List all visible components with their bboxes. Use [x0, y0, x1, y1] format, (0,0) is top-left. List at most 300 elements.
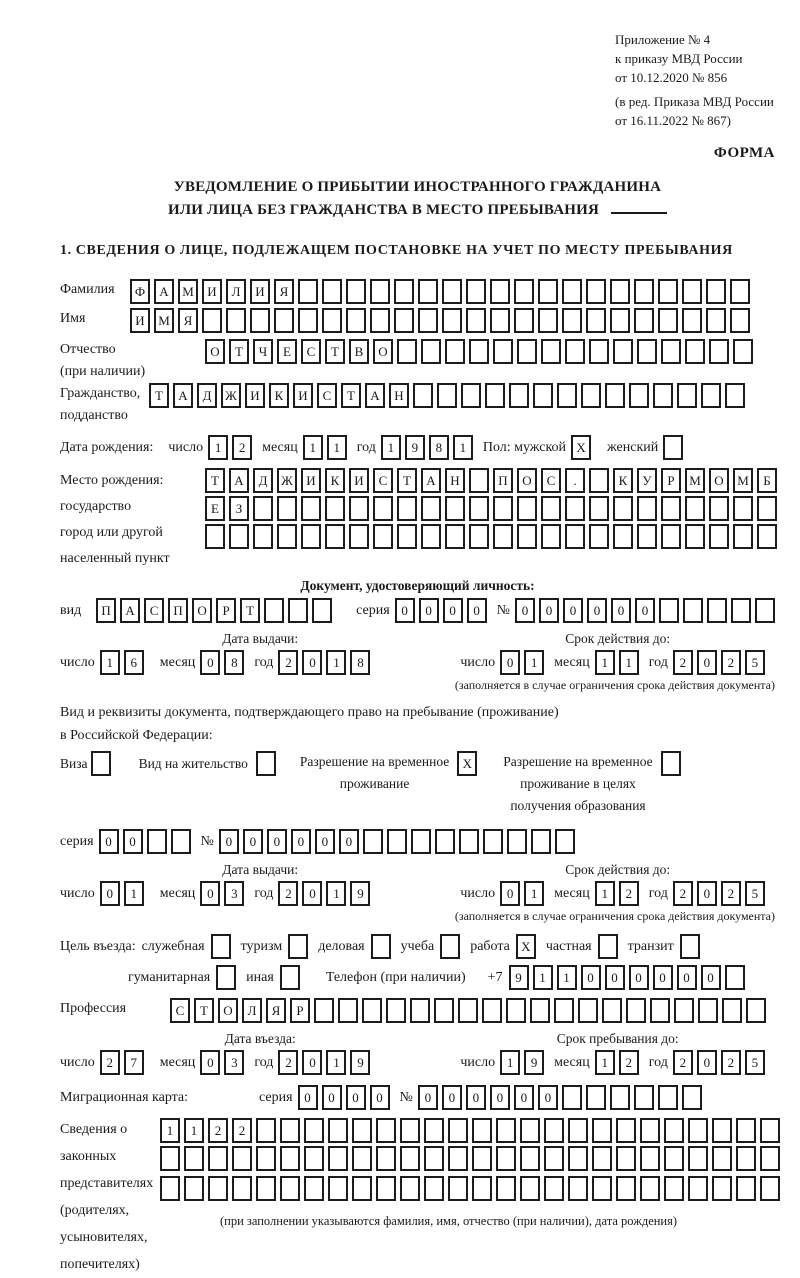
char-cell[interactable]: [733, 524, 753, 549]
char-cell[interactable]: 0: [442, 1085, 462, 1110]
char-cell[interactable]: 0: [653, 965, 673, 990]
char-cell[interactable]: 5: [745, 881, 765, 906]
char-cell[interactable]: [346, 279, 366, 304]
char-cell[interactable]: 1: [595, 1050, 615, 1075]
char-cell[interactable]: [411, 829, 431, 854]
char-cell[interactable]: 0: [302, 881, 322, 906]
char-cell[interactable]: [661, 524, 681, 549]
char-cell[interactable]: В: [349, 339, 369, 364]
char-cell[interactable]: [216, 965, 236, 990]
char-cell[interactable]: [376, 1146, 396, 1171]
char-cell[interactable]: [147, 829, 167, 854]
char-cell[interactable]: 2: [278, 650, 298, 675]
char-cell[interactable]: [685, 496, 705, 521]
char-cell[interactable]: 0: [418, 1085, 438, 1110]
char-cell[interactable]: [232, 1176, 252, 1201]
char-cell[interactable]: [602, 998, 622, 1023]
char-cell[interactable]: [274, 308, 294, 333]
char-cell[interactable]: [397, 524, 417, 549]
char-cell[interactable]: [733, 496, 753, 521]
char-cell[interactable]: 0: [267, 829, 287, 854]
char-cell[interactable]: Ж: [221, 383, 241, 408]
char-cell[interactable]: [314, 998, 334, 1023]
char-cell[interactable]: [640, 1176, 660, 1201]
char-cell[interactable]: [211, 934, 231, 959]
char-cell[interactable]: 0: [443, 598, 463, 623]
char-cell[interactable]: [688, 1176, 708, 1201]
char-cell[interactable]: [304, 1118, 324, 1143]
char-cell[interactable]: [387, 829, 407, 854]
char-cell[interactable]: [346, 308, 366, 333]
char-cell[interactable]: [298, 308, 318, 333]
char-cell[interactable]: [363, 829, 383, 854]
char-cell[interactable]: [424, 1176, 444, 1201]
char-cell[interactable]: [184, 1146, 204, 1171]
char-cell[interactable]: [413, 383, 433, 408]
char-cell[interactable]: [629, 383, 649, 408]
char-cell[interactable]: О: [192, 598, 212, 623]
char-cell[interactable]: [445, 496, 465, 521]
char-cell[interactable]: 2: [278, 1050, 298, 1075]
char-cell[interactable]: [421, 496, 441, 521]
char-cell[interactable]: С: [317, 383, 337, 408]
char-cell[interactable]: 0: [200, 1050, 220, 1075]
char-cell[interactable]: [682, 279, 702, 304]
char-cell[interactable]: [442, 308, 462, 333]
char-cell[interactable]: [437, 383, 457, 408]
char-cell[interactable]: [256, 1146, 276, 1171]
char-cell[interactable]: [469, 524, 489, 549]
char-cell[interactable]: [349, 496, 369, 521]
char-cell[interactable]: [373, 524, 393, 549]
char-cell[interactable]: Е: [277, 339, 297, 364]
char-cell[interactable]: 0: [302, 650, 322, 675]
char-cell[interactable]: Ж: [277, 468, 297, 493]
char-cell[interactable]: [485, 383, 505, 408]
char-cell[interactable]: Ч: [253, 339, 273, 364]
char-cell[interactable]: [562, 308, 582, 333]
char-cell[interactable]: [352, 1146, 372, 1171]
char-cell[interactable]: О: [373, 339, 393, 364]
char-cell[interactable]: [461, 383, 481, 408]
char-cell[interactable]: 0: [500, 650, 520, 675]
char-cell[interactable]: М: [733, 468, 753, 493]
char-cell[interactable]: [250, 308, 270, 333]
char-cell[interactable]: 2: [721, 650, 741, 675]
char-cell[interactable]: 0: [346, 1085, 366, 1110]
char-cell[interactable]: [445, 524, 465, 549]
char-cell[interactable]: 0: [581, 965, 601, 990]
char-cell[interactable]: [328, 1176, 348, 1201]
char-cell[interactable]: А: [173, 383, 193, 408]
char-cell[interactable]: 2: [619, 881, 639, 906]
char-cell[interactable]: 0: [467, 598, 487, 623]
char-cell[interactable]: 9: [405, 435, 425, 460]
char-cell[interactable]: А: [120, 598, 140, 623]
char-cell[interactable]: [472, 1176, 492, 1201]
char-cell[interactable]: [658, 279, 678, 304]
char-cell[interactable]: [688, 1118, 708, 1143]
char-cell[interactable]: [610, 1085, 630, 1110]
char-cell[interactable]: Н: [445, 468, 465, 493]
char-cell[interactable]: [440, 934, 460, 959]
char-cell[interactable]: [472, 1118, 492, 1143]
char-cell[interactable]: [610, 308, 630, 333]
char-cell[interactable]: М: [154, 308, 174, 333]
char-cell[interactable]: 1: [595, 881, 615, 906]
char-cell[interactable]: [376, 1176, 396, 1201]
char-cell[interactable]: [277, 524, 297, 549]
char-cell[interactable]: 1: [619, 650, 639, 675]
char-cell[interactable]: [509, 383, 529, 408]
char-cell[interactable]: [421, 524, 441, 549]
char-cell[interactable]: [589, 468, 609, 493]
char-cell[interactable]: [232, 1146, 252, 1171]
char-cell[interactable]: [725, 965, 745, 990]
char-cell[interactable]: [288, 598, 308, 623]
char-cell[interactable]: [586, 279, 606, 304]
char-cell[interactable]: [394, 308, 414, 333]
char-cell[interactable]: [349, 524, 369, 549]
char-cell[interactable]: X: [516, 934, 536, 959]
char-cell[interactable]: [640, 1146, 660, 1171]
char-cell[interactable]: 2: [278, 881, 298, 906]
char-cell[interactable]: И: [301, 468, 321, 493]
char-cell[interactable]: 2: [673, 1050, 693, 1075]
char-cell[interactable]: [677, 383, 697, 408]
char-cell[interactable]: 1: [303, 435, 323, 460]
char-cell[interactable]: [664, 1146, 684, 1171]
char-cell[interactable]: 0: [419, 598, 439, 623]
char-cell[interactable]: [755, 598, 775, 623]
char-cell[interactable]: 0: [697, 1050, 717, 1075]
char-cell[interactable]: [712, 1176, 732, 1201]
char-cell[interactable]: [328, 1146, 348, 1171]
char-cell[interactable]: И: [130, 308, 150, 333]
char-cell[interactable]: [328, 1118, 348, 1143]
char-cell[interactable]: [256, 751, 276, 776]
char-cell[interactable]: [373, 496, 393, 521]
char-cell[interactable]: 0: [395, 598, 415, 623]
char-cell[interactable]: 0: [515, 598, 535, 623]
char-cell[interactable]: Т: [240, 598, 260, 623]
char-cell[interactable]: [565, 339, 585, 364]
char-cell[interactable]: [514, 308, 534, 333]
char-cell[interactable]: [469, 496, 489, 521]
char-cell[interactable]: [557, 383, 577, 408]
char-cell[interactable]: Т: [397, 468, 417, 493]
char-cell[interactable]: 2: [232, 1118, 252, 1143]
char-cell[interactable]: 8: [429, 435, 449, 460]
char-cell[interactable]: 0: [500, 881, 520, 906]
char-cell[interactable]: 9: [524, 1050, 544, 1075]
char-cell[interactable]: 0: [315, 829, 335, 854]
char-cell[interactable]: 2: [100, 1050, 120, 1075]
char-cell[interactable]: [736, 1176, 756, 1201]
char-cell[interactable]: 1: [500, 1050, 520, 1075]
char-cell[interactable]: [626, 998, 646, 1023]
char-cell[interactable]: А: [229, 468, 249, 493]
char-cell[interactable]: 8: [224, 650, 244, 675]
char-cell[interactable]: [370, 308, 390, 333]
char-cell[interactable]: [458, 998, 478, 1023]
char-cell[interactable]: [616, 1146, 636, 1171]
char-cell[interactable]: [442, 279, 462, 304]
char-cell[interactable]: Я: [274, 279, 294, 304]
char-cell[interactable]: [506, 998, 526, 1023]
char-cell[interactable]: 0: [605, 965, 625, 990]
char-cell[interactable]: [397, 496, 417, 521]
char-cell[interactable]: Б: [757, 468, 777, 493]
char-cell[interactable]: Т: [229, 339, 249, 364]
char-cell[interactable]: [530, 998, 550, 1023]
char-cell[interactable]: И: [349, 468, 369, 493]
char-cell[interactable]: [256, 1176, 276, 1201]
char-cell[interactable]: [448, 1118, 468, 1143]
char-cell[interactable]: X: [571, 435, 591, 460]
char-cell[interactable]: [533, 383, 553, 408]
char-cell[interactable]: [760, 1118, 780, 1143]
char-cell[interactable]: [490, 279, 510, 304]
char-cell[interactable]: [325, 524, 345, 549]
char-cell[interactable]: 0: [697, 650, 717, 675]
char-cell[interactable]: [554, 998, 574, 1023]
char-cell[interactable]: К: [613, 468, 633, 493]
char-cell[interactable]: [578, 998, 598, 1023]
char-cell[interactable]: [352, 1118, 372, 1143]
char-cell[interactable]: [555, 829, 575, 854]
char-cell[interactable]: [616, 1176, 636, 1201]
char-cell[interactable]: [517, 524, 537, 549]
char-cell[interactable]: [483, 829, 503, 854]
char-cell[interactable]: 0: [611, 598, 631, 623]
char-cell[interactable]: 0: [539, 598, 559, 623]
char-cell[interactable]: [685, 339, 705, 364]
char-cell[interactable]: [674, 998, 694, 1023]
char-cell[interactable]: [226, 308, 246, 333]
char-cell[interactable]: 5: [745, 650, 765, 675]
char-cell[interactable]: [682, 308, 702, 333]
char-cell[interactable]: 1: [327, 435, 347, 460]
char-cell[interactable]: [544, 1146, 564, 1171]
char-cell[interactable]: [520, 1146, 540, 1171]
char-cell[interactable]: [709, 339, 729, 364]
char-cell[interactable]: Р: [661, 468, 681, 493]
char-cell[interactable]: 1: [524, 650, 544, 675]
char-cell[interactable]: [565, 496, 585, 521]
char-cell[interactable]: [568, 1146, 588, 1171]
char-cell[interactable]: Т: [205, 468, 225, 493]
char-cell[interactable]: 0: [100, 881, 120, 906]
char-cell[interactable]: [496, 1146, 516, 1171]
char-cell[interactable]: [208, 1176, 228, 1201]
char-cell[interactable]: [541, 496, 561, 521]
char-cell[interactable]: У: [637, 468, 657, 493]
char-cell[interactable]: 0: [587, 598, 607, 623]
char-cell[interactable]: [634, 308, 654, 333]
char-cell[interactable]: [400, 1118, 420, 1143]
char-cell[interactable]: [325, 496, 345, 521]
char-cell[interactable]: 6: [124, 650, 144, 675]
char-cell[interactable]: 0: [677, 965, 697, 990]
char-cell[interactable]: [466, 308, 486, 333]
char-cell[interactable]: [544, 1118, 564, 1143]
char-cell[interactable]: [733, 339, 753, 364]
char-cell[interactable]: [400, 1146, 420, 1171]
char-cell[interactable]: Р: [290, 998, 310, 1023]
char-cell[interactable]: [490, 308, 510, 333]
char-cell[interactable]: А: [365, 383, 385, 408]
char-cell[interactable]: 1: [453, 435, 473, 460]
char-cell[interactable]: 0: [370, 1085, 390, 1110]
char-cell[interactable]: [496, 1118, 516, 1143]
char-cell[interactable]: 0: [99, 829, 119, 854]
char-cell[interactable]: [517, 339, 537, 364]
char-cell[interactable]: [544, 1176, 564, 1201]
char-cell[interactable]: [493, 496, 513, 521]
char-cell[interactable]: О: [517, 468, 537, 493]
char-cell[interactable]: С: [170, 998, 190, 1023]
char-cell[interactable]: [202, 308, 222, 333]
char-cell[interactable]: 1: [124, 881, 144, 906]
char-cell[interactable]: [371, 934, 391, 959]
char-cell[interactable]: [445, 339, 465, 364]
char-cell[interactable]: И: [245, 383, 265, 408]
char-cell[interactable]: [589, 496, 609, 521]
char-cell[interactable]: [592, 1176, 612, 1201]
char-cell[interactable]: [581, 383, 601, 408]
char-cell[interactable]: [160, 1176, 180, 1201]
char-cell[interactable]: 9: [350, 881, 370, 906]
char-cell[interactable]: И: [250, 279, 270, 304]
char-cell[interactable]: [706, 279, 726, 304]
char-cell[interactable]: [538, 279, 558, 304]
char-cell[interactable]: 0: [322, 1085, 342, 1110]
char-cell[interactable]: .: [565, 468, 585, 493]
char-cell[interactable]: Ф: [130, 279, 150, 304]
char-cell[interactable]: [709, 524, 729, 549]
char-cell[interactable]: 2: [673, 881, 693, 906]
char-cell[interactable]: И: [293, 383, 313, 408]
char-cell[interactable]: [664, 1176, 684, 1201]
char-cell[interactable]: 2: [673, 650, 693, 675]
char-cell[interactable]: [736, 1146, 756, 1171]
char-cell[interactable]: [418, 279, 438, 304]
char-cell[interactable]: 0: [339, 829, 359, 854]
char-cell[interactable]: [760, 1176, 780, 1201]
char-cell[interactable]: К: [269, 383, 289, 408]
char-cell[interactable]: Д: [253, 468, 273, 493]
char-cell[interactable]: [709, 496, 729, 521]
char-cell[interactable]: [664, 1118, 684, 1143]
char-cell[interactable]: [517, 496, 537, 521]
char-cell[interactable]: 1: [100, 650, 120, 675]
char-cell[interactable]: [637, 524, 657, 549]
char-cell[interactable]: [448, 1146, 468, 1171]
char-cell[interactable]: [304, 1146, 324, 1171]
char-cell[interactable]: [746, 998, 766, 1023]
char-cell[interactable]: [712, 1146, 732, 1171]
char-cell[interactable]: [562, 279, 582, 304]
char-cell[interactable]: 0: [701, 965, 721, 990]
char-cell[interactable]: [562, 1085, 582, 1110]
char-cell[interactable]: [469, 468, 489, 493]
char-cell[interactable]: [736, 1118, 756, 1143]
char-cell[interactable]: Я: [178, 308, 198, 333]
char-cell[interactable]: П: [168, 598, 188, 623]
char-cell[interactable]: [256, 1118, 276, 1143]
char-cell[interactable]: М: [178, 279, 198, 304]
char-cell[interactable]: [586, 1085, 606, 1110]
char-cell[interactable]: 3: [224, 881, 244, 906]
char-cell[interactable]: [91, 751, 111, 776]
char-cell[interactable]: [698, 998, 718, 1023]
char-cell[interactable]: [370, 279, 390, 304]
char-cell[interactable]: [459, 829, 479, 854]
char-cell[interactable]: [541, 524, 561, 549]
char-cell[interactable]: З: [229, 496, 249, 521]
char-cell[interactable]: [288, 934, 308, 959]
char-cell[interactable]: [352, 1176, 372, 1201]
char-cell[interactable]: [362, 998, 382, 1023]
char-cell[interactable]: [610, 279, 630, 304]
char-cell[interactable]: [493, 339, 513, 364]
char-cell[interactable]: 0: [514, 1085, 534, 1110]
char-cell[interactable]: 7: [124, 1050, 144, 1075]
char-cell[interactable]: [663, 435, 683, 460]
char-cell[interactable]: 5: [745, 1050, 765, 1075]
char-cell[interactable]: [688, 1146, 708, 1171]
char-cell[interactable]: 1: [208, 435, 228, 460]
char-cell[interactable]: [707, 598, 727, 623]
char-cell[interactable]: [661, 339, 681, 364]
char-cell[interactable]: 1: [184, 1118, 204, 1143]
char-cell[interactable]: [520, 1176, 540, 1201]
char-cell[interactable]: 1: [595, 650, 615, 675]
char-cell[interactable]: [280, 1146, 300, 1171]
char-cell[interactable]: Т: [325, 339, 345, 364]
char-cell[interactable]: 1: [326, 650, 346, 675]
char-cell[interactable]: С: [144, 598, 164, 623]
char-cell[interactable]: Л: [226, 279, 246, 304]
char-cell[interactable]: [448, 1176, 468, 1201]
char-cell[interactable]: [160, 1146, 180, 1171]
char-cell[interactable]: Т: [194, 998, 214, 1023]
char-cell[interactable]: Н: [389, 383, 409, 408]
char-cell[interactable]: [661, 496, 681, 521]
char-cell[interactable]: 0: [490, 1085, 510, 1110]
char-cell[interactable]: [659, 598, 679, 623]
char-cell[interactable]: [653, 383, 673, 408]
char-cell[interactable]: 1: [533, 965, 553, 990]
char-cell[interactable]: [650, 998, 670, 1023]
char-cell[interactable]: [280, 1176, 300, 1201]
char-cell[interactable]: [730, 279, 750, 304]
char-cell[interactable]: [568, 1176, 588, 1201]
char-cell[interactable]: 0: [243, 829, 263, 854]
char-cell[interactable]: [507, 829, 527, 854]
char-cell[interactable]: [338, 998, 358, 1023]
char-cell[interactable]: [658, 1085, 678, 1110]
char-cell[interactable]: [400, 1176, 420, 1201]
char-cell[interactable]: [586, 308, 606, 333]
char-cell[interactable]: [613, 524, 633, 549]
char-cell[interactable]: [514, 279, 534, 304]
char-cell[interactable]: [682, 1085, 702, 1110]
char-cell[interactable]: [424, 1118, 444, 1143]
char-cell[interactable]: 8: [350, 650, 370, 675]
char-cell[interactable]: [592, 1118, 612, 1143]
